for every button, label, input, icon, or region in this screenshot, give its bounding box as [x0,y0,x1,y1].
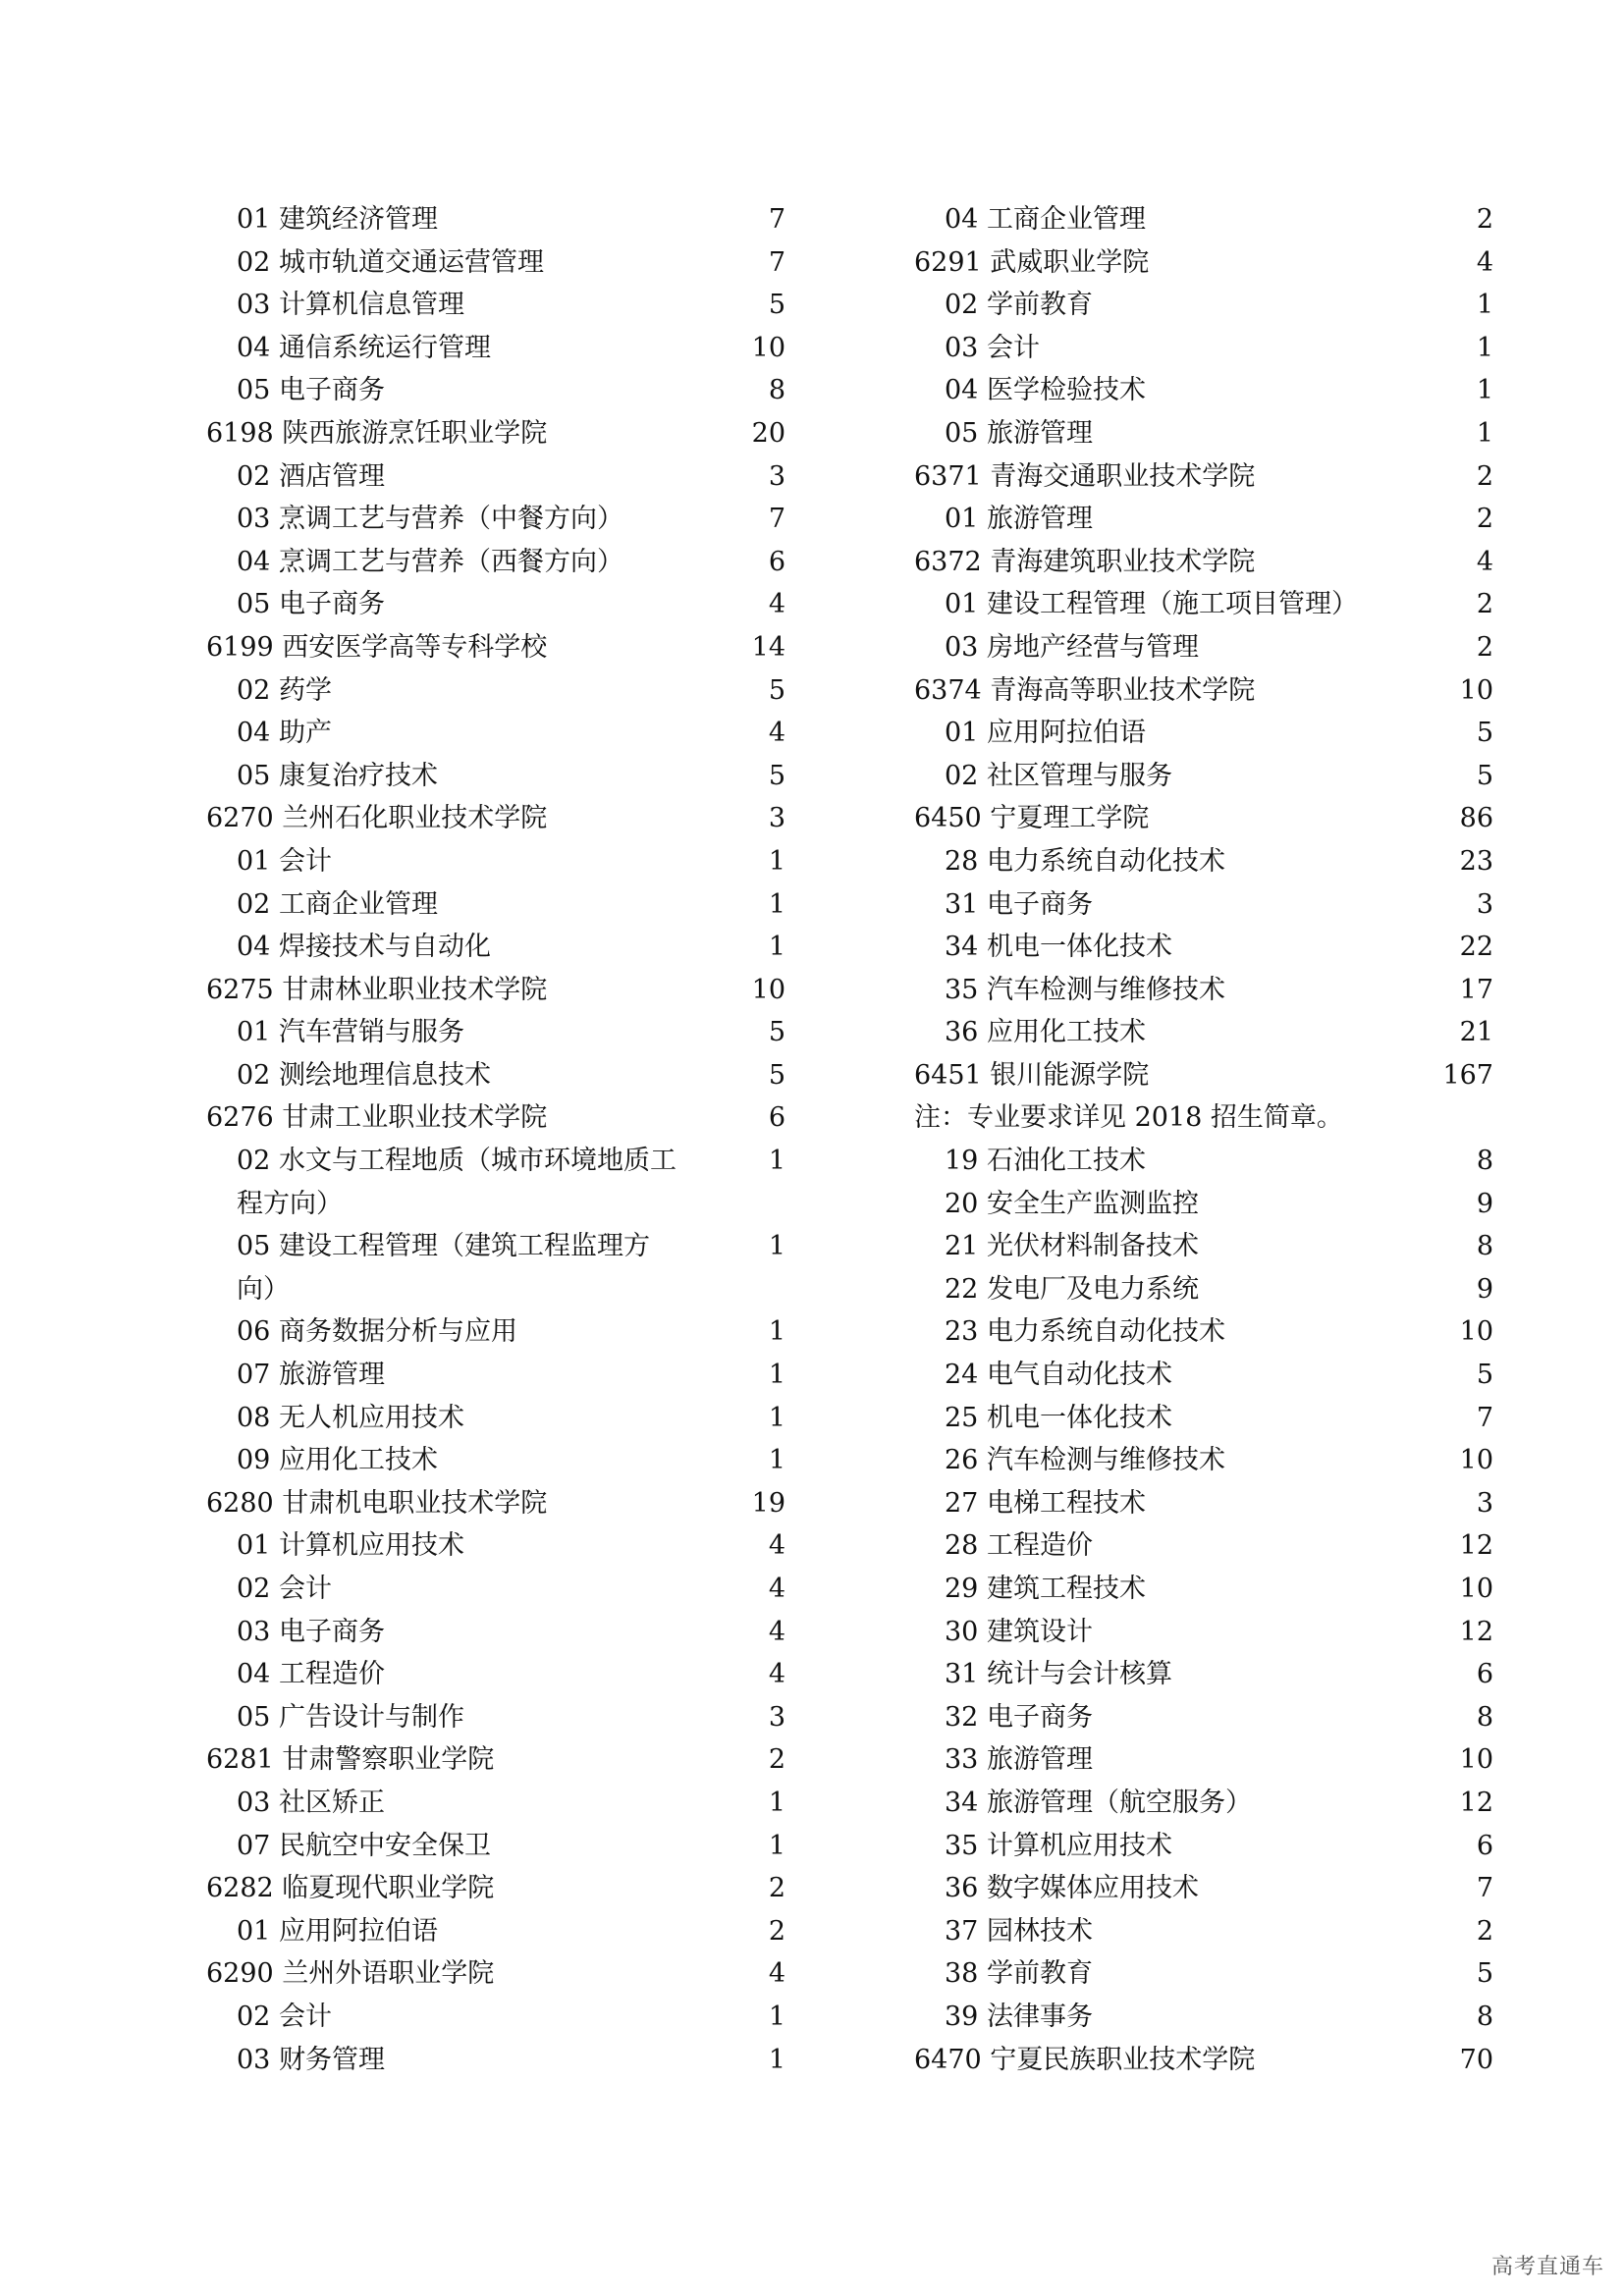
major-row [206,583,785,626]
major-row [914,1225,1493,1268]
school-name: 6374 青海高等职业技术学院 [914,674,1256,706]
major-row [914,1310,1493,1354]
quota-count: 4 [768,1659,785,1690]
major-name: 32 电子商务 [945,1701,1093,1733]
major-name: 02 水文与工程地质（城市环境地质工程方向） [237,1146,677,1219]
major-name: 24 电气自动化技术 [945,1360,1172,1391]
quota-count: 5 [768,290,785,321]
school-name: 6470 宁夏民族职业技术学院 [914,2044,1256,2075]
quota-count: 8 [768,375,785,406]
right-column [914,198,1493,2081]
quota-count: 10 [1459,1445,1493,1476]
major-name: 08 无人机应用技术 [237,1402,464,1433]
major-row [914,284,1493,327]
quota-count: 14 [751,631,785,663]
major-row [914,840,1493,883]
quota-count: 4 [768,1574,785,1604]
major-name: 07 旅游管理 [237,1360,385,1391]
major-row [914,327,1493,370]
quota-count: 2 [1476,631,1493,663]
major-name: 30 建筑设计 [945,1616,1093,1647]
major-row [206,755,785,798]
quota-count: 1 [1476,290,1493,321]
major-name: 01 计算机应用技术 [237,1530,464,1562]
major-row [914,712,1493,755]
quota-count: 9 [1476,1188,1493,1219]
major-row [206,712,785,755]
quota-count: 10 [751,332,785,363]
school-name: 6282 临夏现代职业学院 [206,1873,495,1904]
school-row [206,797,785,840]
major-name: 03 会计 [945,332,1040,363]
school-row [914,541,1493,584]
quota-count: 5 [768,1059,785,1091]
school-row [914,797,1493,840]
major-row [206,1054,785,1097]
quota-count: 1 [768,1360,785,1391]
school-row [914,669,1493,713]
quota-count: 8 [1476,1231,1493,1262]
major-name: 26 汽车检测与维修技术 [945,1445,1225,1476]
school-name: 6290 兰州外语职业学院 [206,1958,495,1990]
quota-count: 10 [1459,674,1493,706]
major-row [914,198,1493,241]
quota-count: 4 [768,1530,785,1562]
major-row [914,1011,1493,1054]
quota-count: 7 [1476,1873,1493,1904]
major-row [914,1439,1493,1482]
major-row [206,1524,785,1568]
major-row [914,1482,1493,1525]
major-name: 28 电力系统自动化技术 [945,845,1225,877]
major-row [914,926,1493,969]
major-row [206,1225,785,1310]
quota-count: 12 [1459,1787,1493,1818]
quota-count: 7 [768,504,785,535]
quota-count: 1 [1476,417,1493,449]
quota-count: 8 [1476,2001,1493,2032]
quota-count: 3 [768,1701,785,1733]
school-row [206,1867,785,1910]
major-name: 01 会计 [237,845,332,877]
major-name: 36 应用化工技术 [945,1017,1146,1048]
school-name: 6280 甘肃机电职业技术学院 [206,1487,548,1519]
major-row [206,2039,785,2082]
quota-count: 1 [768,1787,785,1818]
major-name: 04 工商企业管理 [945,204,1146,235]
major-row [914,1782,1493,1825]
quota-count: 5 [768,674,785,706]
major-name: 06 商务数据分析与应用 [237,1316,517,1348]
major-name: 35 计算机应用技术 [945,1830,1172,1861]
quota-count: 4 [768,589,785,620]
major-row [914,369,1493,412]
watermark: 高考直通车 [1490,2255,1604,2279]
quota-count: 4 [768,1958,785,1990]
school-row [206,1482,785,1525]
major-row [206,455,785,499]
major-name: 03 财务管理 [237,2044,385,2075]
major-row [914,1354,1493,1397]
school-row [914,1054,1493,1097]
quota-count: 2 [1476,504,1493,535]
major-row [914,1996,1493,2039]
quota-count: 86 [1459,803,1493,834]
major-name: 04 通信系统运行管理 [237,332,491,363]
quota-count: 8 [1476,1146,1493,1177]
quota-count: 12 [1459,1616,1493,1647]
quota-count: 19 [751,1487,785,1519]
major-row [206,1782,785,1825]
quota-count: 12 [1459,1530,1493,1562]
quota-count: 1 [768,1316,785,1348]
major-row [206,1568,785,1611]
major-name: 29 建筑工程技术 [945,1574,1146,1604]
major-name: 02 城市轨道交通运营管理 [237,246,544,278]
school-name: 6275 甘肃林业职业技术学院 [206,974,548,1005]
major-row [206,241,785,285]
major-row [914,1867,1493,1910]
major-row [206,541,785,584]
school-row [206,1096,785,1140]
major-row [914,412,1493,455]
major-name: 05 康复治疗技术 [237,760,438,791]
school-row [206,412,785,455]
major-name: 03 计算机信息管理 [237,290,464,321]
major-name: 05 建设工程管理（建筑工程监理方向） [237,1231,650,1305]
major-name: 02 会计 [237,1574,332,1604]
quota-count: 3 [1476,888,1493,920]
quota-count: 3 [768,460,785,492]
major-name: 37 园林技术 [945,1915,1093,1947]
major-row [914,969,1493,1012]
major-name: 36 数字媒体应用技术 [945,1873,1199,1904]
quota-count: 7 [1476,1402,1493,1433]
quota-count: 2 [1476,1915,1493,1947]
quota-count: 2 [1476,460,1493,492]
major-row [206,1825,785,1868]
major-name: 03 烹调工艺与营养（中餐方向） [237,504,623,535]
major-row [206,1611,785,1654]
major-name: 01 建设工程管理（施工项目管理） [945,589,1358,620]
major-name: 01 应用阿拉伯语 [237,1915,438,1947]
school-name: 6450 宁夏理工学院 [914,803,1150,834]
school-row [914,241,1493,285]
quota-count: 5 [1476,718,1493,749]
major-row [914,1653,1493,1696]
quota-count: 70 [1459,2044,1493,2075]
quota-count: 1 [1476,332,1493,363]
major-name: 25 机电一体化技术 [945,1402,1172,1433]
major-row [206,926,785,969]
quota-count: 7 [768,204,785,235]
school-name: 6371 青海交通职业技术学院 [914,460,1256,492]
major-name: 20 安全生产监测监控 [945,1188,1199,1219]
major-name: 07 民航空中安全保卫 [237,1830,491,1861]
major-row [206,198,785,241]
major-row [206,883,785,927]
major-name: 05 旅游管理 [945,417,1093,449]
school-name: 6276 甘肃工业职业技术学院 [206,1102,548,1134]
quota-count: 6 [1476,1830,1493,1861]
major-row [914,1611,1493,1654]
major-name: 04 烹调工艺与营养（西餐方向） [237,546,623,577]
major-name: 22 发电厂及电力系统 [945,1273,1199,1305]
major-name: 27 电梯工程技术 [945,1487,1146,1519]
major-row [206,1696,785,1739]
school-row [206,969,785,1012]
quota-count: 1 [768,1231,785,1262]
major-name: 33 旅游管理 [945,1744,1093,1776]
major-row [206,1397,785,1440]
major-name: 31 电子商务 [945,888,1093,920]
school-name: 6199 西安医学高等专科学校 [206,631,548,663]
quota-count: 2 [768,1915,785,1947]
quota-count: 3 [1476,1487,1493,1519]
quota-count: 22 [1459,932,1493,963]
quota-count: 1 [768,932,785,963]
school-name: 6270 兰州石化职业技术学院 [206,803,548,834]
quota-count: 7 [768,246,785,278]
major-name: 04 焊接技术与自动化 [237,932,491,963]
quota-count: 21 [1459,1017,1493,1048]
quota-count: 10 [751,974,785,1005]
quota-count: 10 [1459,1744,1493,1776]
school-row [914,2039,1493,2082]
school-row [914,1096,1493,1140]
quota-count: 1 [768,845,785,877]
major-row [206,1439,785,1482]
quota-count: 3 [768,803,785,834]
major-row [914,1524,1493,1568]
major-name: 28 工程造价 [945,1530,1093,1562]
major-name: 09 应用化工技术 [237,1445,438,1476]
major-row [914,1268,1493,1311]
major-name: 02 会计 [237,2001,332,2032]
quota-count: 1 [768,1445,785,1476]
quota-count: 5 [768,760,785,791]
major-name: 02 学前教育 [945,290,1093,321]
quota-count: 2 [768,1873,785,1904]
quota-count: 5 [1476,1360,1493,1391]
major-row [914,1568,1493,1611]
major-row [206,498,785,541]
quota-count: 20 [751,417,785,449]
school-name: 6451 银川能源学院 [914,1059,1150,1091]
school-row [914,455,1493,499]
major-row [206,284,785,327]
quota-count: 9 [1476,1273,1493,1305]
major-row [914,1140,1493,1183]
major-row [914,1825,1493,1868]
quota-count: 10 [1459,1316,1493,1348]
major-name: 01 应用阿拉伯语 [945,718,1146,749]
major-row [206,1011,785,1054]
quota-count: 6 [1476,1659,1493,1690]
major-name: 31 统计与会计核算 [945,1659,1172,1690]
school-row [206,1738,785,1782]
major-name: 34 旅游管理（航空服务） [945,1787,1252,1818]
quota-count: 1 [768,2044,785,2075]
major-name: 02 药学 [237,674,332,706]
quota-count: 17 [1459,974,1493,1005]
major-row [914,1738,1493,1782]
major-name: 04 工程造价 [237,1659,385,1690]
major-name: 39 法律事务 [945,2001,1093,2032]
major-row [206,1996,785,2039]
quota-count: 1 [768,888,785,920]
school-row [206,626,785,669]
school-name: 6372 青海建筑职业技术学院 [914,546,1256,577]
major-row [914,1397,1493,1440]
major-name: 01 旅游管理 [945,504,1093,535]
quota-count: 6 [768,546,785,577]
major-row [914,755,1493,798]
major-row [914,583,1493,626]
quota-count: 2 [1476,589,1493,620]
major-name: 02 工商企业管理 [237,888,438,920]
quota-count: 5 [1476,1958,1493,1990]
major-row [914,1183,1493,1226]
quota-count: 5 [1476,760,1493,791]
major-row [914,1696,1493,1739]
quota-count: 1 [1476,375,1493,406]
school-name: 注：专业要求详见 2018 招生简章。 [914,1102,1343,1134]
quota-count: 4 [768,718,785,749]
quota-count: 2 [1476,204,1493,235]
major-name: 04 医学检验技术 [945,375,1146,406]
major-row [206,1354,785,1397]
major-name: 01 建筑经济管理 [237,204,438,235]
major-row [206,1653,785,1696]
major-row [206,840,785,883]
quota-count: 167 [1442,1059,1493,1091]
major-row [914,883,1493,927]
quota-count: 1 [768,1146,785,1177]
major-row [914,1910,1493,1953]
major-name: 02 酒店管理 [237,460,385,492]
left-column [206,198,785,2081]
major-row [914,498,1493,541]
school-name: 6198 陕西旅游烹饪职业学院 [206,417,548,449]
quota-count: 4 [1476,546,1493,577]
quota-count: 10 [1459,1574,1493,1604]
quota-count: 2 [768,1744,785,1776]
major-row [206,327,785,370]
major-name: 05 广告设计与制作 [237,1701,464,1733]
quota-count: 1 [768,2001,785,2032]
major-name: 03 电子商务 [237,1616,385,1647]
school-name: 6281 甘肃警察职业学院 [206,1744,495,1776]
major-row [206,1910,785,1953]
quota-count: 1 [768,1830,785,1861]
quota-count: 1 [768,1402,785,1433]
major-name: 05 电子商务 [237,375,385,406]
major-name: 38 学前教育 [945,1958,1093,1990]
major-row [206,1140,785,1225]
major-name: 03 房地产经营与管理 [945,631,1199,663]
quota-count: 4 [1476,246,1493,278]
major-row [206,1310,785,1354]
major-name: 05 电子商务 [237,589,385,620]
school-row [206,1952,785,1996]
quota-count: 6 [768,1102,785,1134]
major-name: 04 助产 [237,718,332,749]
quota-count: 23 [1459,845,1493,877]
major-name: 23 电力系统自动化技术 [945,1316,1225,1348]
quota-count: 4 [768,1616,785,1647]
major-name: 02 社区管理与服务 [945,760,1172,791]
quota-count: 8 [1476,1701,1493,1733]
school-name: 6291 武威职业学院 [914,246,1150,278]
major-row [206,669,785,713]
major-row [206,369,785,412]
quota-count: 5 [768,1017,785,1048]
major-name: 35 汽车检测与维修技术 [945,974,1225,1005]
major-name: 19 石油化工技术 [945,1146,1146,1177]
major-row [914,1952,1493,1996]
major-name: 03 社区矫正 [237,1787,385,1818]
major-name: 02 测绘地理信息技术 [237,1059,491,1091]
major-name: 01 汽车营销与服务 [237,1017,464,1048]
major-name: 34 机电一体化技术 [945,932,1172,963]
major-name: 21 光伏材料制备技术 [945,1231,1199,1262]
major-row [914,626,1493,669]
